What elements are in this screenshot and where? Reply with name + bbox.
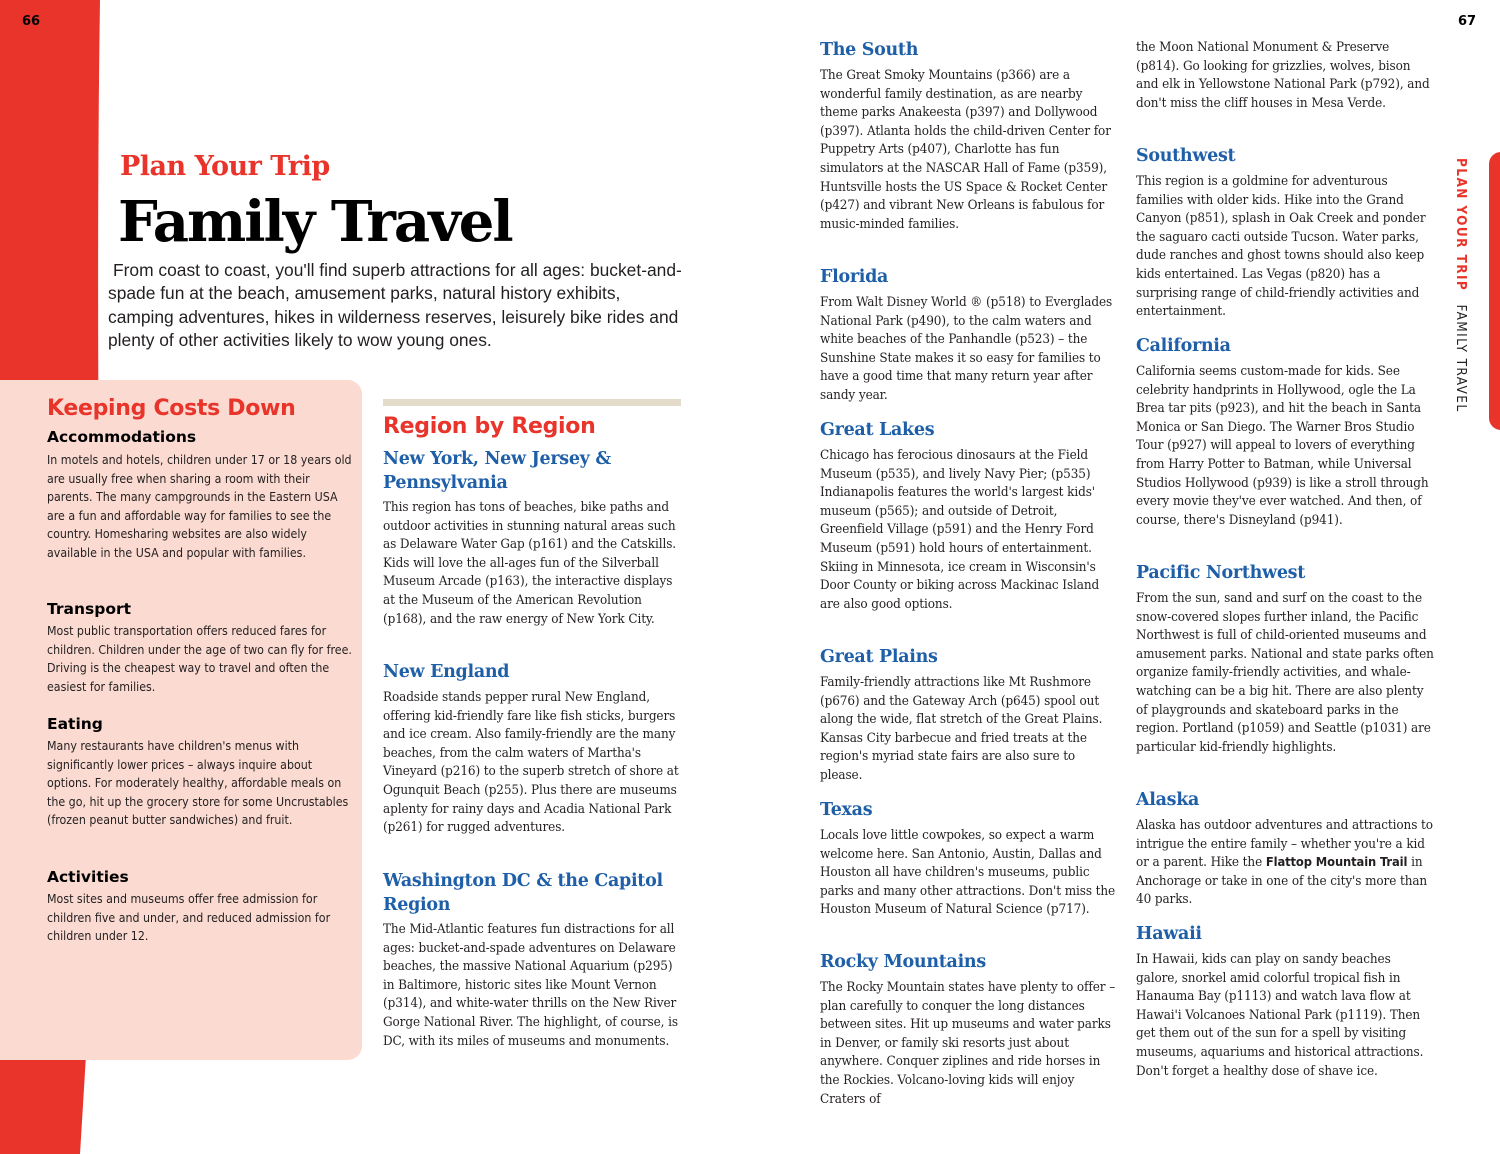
region-heading-california: California: [1136, 336, 1231, 356]
running-head-section: PLAN YOUR TRIP: [1453, 158, 1469, 292]
flattop-mountain-trail-highlight: Flattop Mountain Trail: [1265, 855, 1408, 871]
intro-paragraph: From coast to coast, you'll find superb attractions for all ages: bucket-and-spade fun at the beach, amusement parks, natural history exhibits, camping adventures, hikes in wilderness reserves, leisurely bike rides and plenty of other activities likely to wow young ones.: [108, 260, 682, 350]
region-heading-washington-dc: Washington DC & the Capitol Region: [383, 871, 663, 915]
region-body-great-plains: Family-friendly attractions like Mt Rushmore (p676) and the Gateway Arch (p645) spool out along the wide, flat stretch of the Great Plains. Kansas City barbecue and fried treats at the region's myriad state fairs are also sure to please.: [820, 675, 1103, 783]
alaska-text-before: Alaska has outdoor adventures and attractions to intrigue the entire family – whether you're a kid or a parent. Hike the: [1136, 818, 1433, 871]
region-divider-rule: [383, 399, 681, 406]
region-body-new-york: This region has tons of beaches, bike paths and outdoor activities in stunning natural areas such as Delaware Water Gap (p161) and the Catskills. Kids will love the all-ages fun of the Silverball Museum Arcade (p163), the interactive displays at the Museum of the American Revolution (p168), and the raw energy of New York City.: [383, 500, 677, 627]
region-heading-great-lakes: Great Lakes: [820, 420, 935, 440]
region-body-the-south: The Great Smoky Mountains (p366) are a wonderful family destination, as are nearby theme parks Anakeesta (p397) and Dollywood (p397). Atlanta holds the child-driven Center for Puppetry Arts (p407), Charlotte has fun simulators at the NASCAR Hall of Fame (p359), Huntsville hosts the US Space & Rocket Center (p427) and vibrant New Orleans is fabulous for music-minded families.: [820, 68, 1111, 232]
region-body-rocky-mountains-continued: the Moon National Monument & Preserve (p814). Go looking for grizzlies, wolves, bison and elk in Yellowstone National Park (p792), and don't miss the cliff houses in Mesa Verde.: [1136, 40, 1430, 111]
region-body-new-england: Roadside stands pepper rural New England, offering kid-friendly fare like fish sticks, burgers and ice cream. Also family-friendly are the many beaches, from the calm waters of Martha's Vineyard (p216) to the superb stretch of shore at Ogunquit Beach (p255). Plus there are museums aplenty for rainy days and Acadia National Park (p261) for rugged adventures.: [383, 690, 679, 836]
page-number-left: 66: [22, 14, 41, 29]
region-body-florida: From Walt Disney World ® (p518) to Everglades National Park (p490), to the calm waters and white beaches of the Panhandle (p523) – the Sunshine State makes it so easy for families to have a good time that many return year after sandy year.: [820, 295, 1113, 403]
region-section-title: Region by Region: [383, 414, 596, 439]
region-heading-rocky-mountains: Rocky Mountains: [820, 952, 986, 972]
costs-sidebar-title: Keeping Costs Down: [47, 396, 296, 421]
region-body-pacific-northwest: From the sun, sand and surf on the coast to the snow-covered slopes further inland, the Pacific Northwest is full of child-oriented museums and amusement parks. National and state parks often organize family-friendly activities, and whale-watching can be a big hit. There are also plenty of playgrounds and skateboard parks in the region. Portland (p1059) and Seattle (p1031) are particular kid-friendly highlights.: [1136, 591, 1434, 755]
region-body-texas: Locals love little cowpokes, so expect a warm welcome here. San Antonio, Austin, Dallas and Houston all have children's museums, public parks and many other attractions. Don't miss the Houston Museum of Natural Science (p717).: [820, 828, 1116, 918]
thumb-tab: [1489, 152, 1500, 430]
costs-body-eating: Many restaurants have children's menus with significantly lower prices – always inquire about options. For moderately healthy, affordable meals on the go, hit up the grocery store for some Uncrustables (frozen peanut butter sandwiches) and fruit.: [47, 739, 349, 828]
costs-body-activities: Most sites and museums offer free admission for children five and under, and reduced admission for children under 12.: [47, 892, 331, 944]
region-body-washington-dc: The Mid-Atlantic features fun distractions for all ages: bucket-and-spade adventures on Delaware beaches, the massive National Aquarium (p295) in Baltimore, historic sites like Mount Vernon (p314), and white-water thrills on the New River Gorge National River. The highlight, of course, is DC, with its miles of museums and monuments.: [383, 922, 678, 1049]
region-body-california: California seems custom-made for kids. See celebrity handprints in Hollywood, ogle the La Brea tar pits (p923), and hit the beach in Santa Monica or San Diego. The Warner Bros Studio Tour (p927) will appeal to lovers of everything from Harry Potter to Batman, while Universal Studios Hollywood (p939) is like a stroll through every movie they've ever watched. And then, of course, there's Disneyland (p941).: [1136, 364, 1429, 528]
region-heading-new-york: New York, New Jersey & Pennsylvania: [383, 449, 611, 493]
region-body-rocky-mountains: The Rocky Mountain states have plenty to offer – plan carefully to conquer the long distances between sites. Hit up museums and water parks in Denver, or family ski resorts just about anywhere. Conquer ziplines and ride horses in the Rockies. Volcano-loving kids will enjoy Craters of: [820, 980, 1116, 1107]
costs-heading-accommodations: Accommodations: [47, 428, 197, 446]
costs-heading-eating: Eating: [47, 715, 103, 733]
region-heading-the-south: The South: [820, 40, 919, 60]
costs-body-accommodations: In motels and hotels, children under 17 or 18 years old are usually free when sharing a room with their parents. The many campgrounds in the Eastern USA are a fun and affordable way for families to see the country. Homesharing websites are also widely available in the USA and popular with families.: [47, 453, 352, 560]
region-heading-texas: Texas: [820, 800, 873, 820]
costs-body-transport: Most public transportation offers reduced fares for children. Children under the age of two can fly for free. Driving is the cheapest way to travel and often the easiest for families.: [47, 624, 352, 694]
region-heading-hawaii: Hawaii: [1136, 924, 1202, 944]
region-body-southwest: This region is a goldmine for adventurous families with older kids. Hike into the Grand Canyon (p851), splash in Oak Creek and ponder the saguaro cacti outside Tucson. Water parks, dude ranches and ghost towns should also keep kids entertained. Las Vegas (p820) has a surprising range of child-friendly activities and entertainment.: [1136, 174, 1426, 320]
section-kicker: Plan Your Trip: [120, 151, 330, 182]
region-heading-great-plains: Great Plains: [820, 647, 938, 667]
region-heading-new-england: New England: [383, 662, 510, 682]
costs-heading-activities: Activities: [47, 868, 129, 886]
costs-heading-transport: Transport: [47, 600, 132, 618]
page-number-right: 67: [1458, 14, 1477, 29]
region-heading-florida: Florida: [820, 267, 889, 287]
alaska-text-after: in Anchorage or take in one of the city's more than 40 parks.: [1136, 855, 1428, 908]
region-heading-southwest: Southwest: [1136, 146, 1236, 166]
running-head-chapter: FAMILY TRAVEL: [1453, 304, 1469, 413]
page-title: Family Travel: [118, 189, 512, 255]
region-body-alaska: [1136, 817, 1436, 910]
running-head: [1447, 158, 1469, 428]
region-heading-pacific-northwest: Pacific Northwest: [1136, 563, 1305, 583]
region-body-hawaii: In Hawaii, kids can play on sandy beaches galore, snorkel amid colorful tropical fish in Hanauma Bay (p1113) and watch lava flow at Hawai'i Volcanoes National Park (p1119). Then get them out of the sun for a spell by visiting museums, aquariums and historical attractions. Don't forget a healthy dose of shave ice.: [1136, 952, 1424, 1079]
region-heading-alaska: Alaska: [1136, 790, 1200, 810]
region-body-great-lakes: Chicago has ferocious dinosaurs at the Field Museum (p535), and lively Navy Pier; (p535) Indianapolis features the world's largest kids' museum (p565); and outside of Detroit, Greenfield Village (p591) and the Henry Ford Museum (p591) hold hours of entertainment. Skiing in Minnesota, ice cream in Wisconsin's Door County or biking across Mackinac Island are also good options.: [820, 448, 1100, 612]
